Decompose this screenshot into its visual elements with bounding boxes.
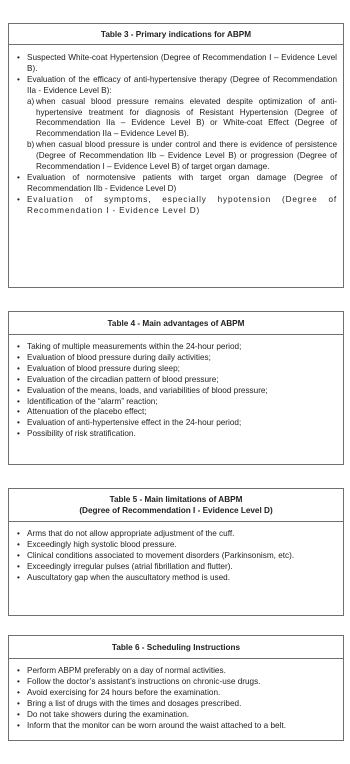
list-item: • Evaluation of the circadian pattern of blood pressure; (17, 375, 337, 386)
sub-item-text: when casual blood pressure is under control and there is evidence of persistence (Degree of Recommendation IIb – Evidence Level B) or progression (Degree of Recommendation I – Evidence Level B) of target organ damage. (36, 140, 337, 172)
sub-item-label: a) (27, 96, 35, 106)
table-4-list (17, 342, 337, 440)
list-item: • Arms that do not allow appropriate adjustment of the cuff. (17, 529, 337, 540)
list-item: • Evaluation of anti-hypertensive effect in the 24-hour period; (17, 418, 337, 429)
sub-item-label: b) (27, 140, 35, 150)
list-item: • Perform ABPM preferably on a day of normal activities. (17, 666, 337, 677)
table-6-list (17, 666, 337, 731)
table-5-header (9, 489, 343, 522)
list-item: • Bring a list of drugs with the times and dosages prescribed. (17, 699, 337, 710)
list-item: • Follow the doctor’s assistant’s instructions on chronic-use drugs. (17, 677, 337, 688)
list-item: • Evaluation of blood pressure during sleep; (17, 364, 337, 375)
list-item: • Evaluation of normotensive patients with target organ damage (Degree of Recommendation IIb - Evidence Level D) (17, 173, 337, 195)
table-3-body (9, 45, 343, 217)
list-item: • Avoid exercising for 24 hours before the examination. (17, 688, 337, 699)
list-item: • Evaluation of blood pressure during daily activities; (17, 353, 337, 364)
sub-list-item (27, 97, 337, 141)
list-item: • Possibility of risk stratification. (17, 429, 337, 440)
table-5-title: Table 5 - Main limitations of ABPM (109, 495, 243, 504)
table-4-header (9, 312, 343, 335)
list-item: • Identification of the “alarm” reaction; (17, 397, 337, 408)
sub-item-text: when casual blood pressure remains elevated despite optimization of anti-hypertensive treatment for diagnosis of Resistant Hypertension (Degree of Recommendation IIa – Evidence Level B) or White-coat Effect (Degree of Recommendation IIa – Evidence Level B). (36, 96, 337, 139)
list-item: • Do not take showers during the examination. (17, 710, 337, 721)
list-item: • Inform that the monitor can be worn around the waist attached to a belt. (17, 721, 337, 732)
sub-list-item (27, 140, 337, 173)
table-3-title: Table 3 - Primary indications for ABPM (100, 29, 252, 39)
table-6-header (9, 636, 343, 659)
table-5-main-limitations (8, 488, 344, 616)
table-6-scheduling-instructions (8, 635, 344, 741)
table-5-subtitle: (Degree of Recommendation I - Evidence Level D) (79, 506, 273, 515)
table-3-primary-indications (8, 23, 344, 288)
table-4-body (9, 335, 343, 440)
list-item: • Evaluation of the means, loads, and variabilities of blood pressure; (17, 386, 337, 397)
sub-list (27, 97, 337, 173)
table-3-header (9, 24, 343, 45)
table-4-main-advantages (8, 311, 344, 465)
list-item: • Exceedingly irregular pulses (atrial fibrillation and flutter). (17, 562, 337, 573)
table-6-body (9, 659, 343, 731)
list-item: • Clinical conditions associated to movement disorders (Parkinsonism, etc). (17, 551, 337, 562)
list-item: • Auscultatory gap when the auscultatory method is used. (17, 573, 337, 584)
list-item-with-subitems (17, 75, 337, 173)
table-6-title: Table 6 - Scheduling Instructions (111, 642, 241, 652)
table-4-title: Table 4 - Main advantages of ABPM (107, 318, 245, 328)
table-5-list (17, 529, 337, 584)
list-item: • Exceedingly high systolic blood pressure. (17, 540, 337, 551)
list-item: • Taking of multiple measurements within the 24-hour period; (17, 342, 337, 353)
table-3-list (17, 53, 337, 217)
list-item-text: Evaluation of the efficacy of anti-hypertensive therapy (Degree of Recommendation IIa - Evidence Level B): (27, 74, 337, 95)
list-item: • Suspected White-coat Hypertension (Degree of Recommendation I – Evidence Level B). (17, 53, 337, 75)
table-5-body (9, 522, 343, 584)
list-item: • Attenuation of the placebo effect; (17, 407, 337, 418)
list-item: • Evaluation of symptoms, especially hypotension (Degree of Recommendation I - Evidence Level D) (17, 195, 337, 217)
